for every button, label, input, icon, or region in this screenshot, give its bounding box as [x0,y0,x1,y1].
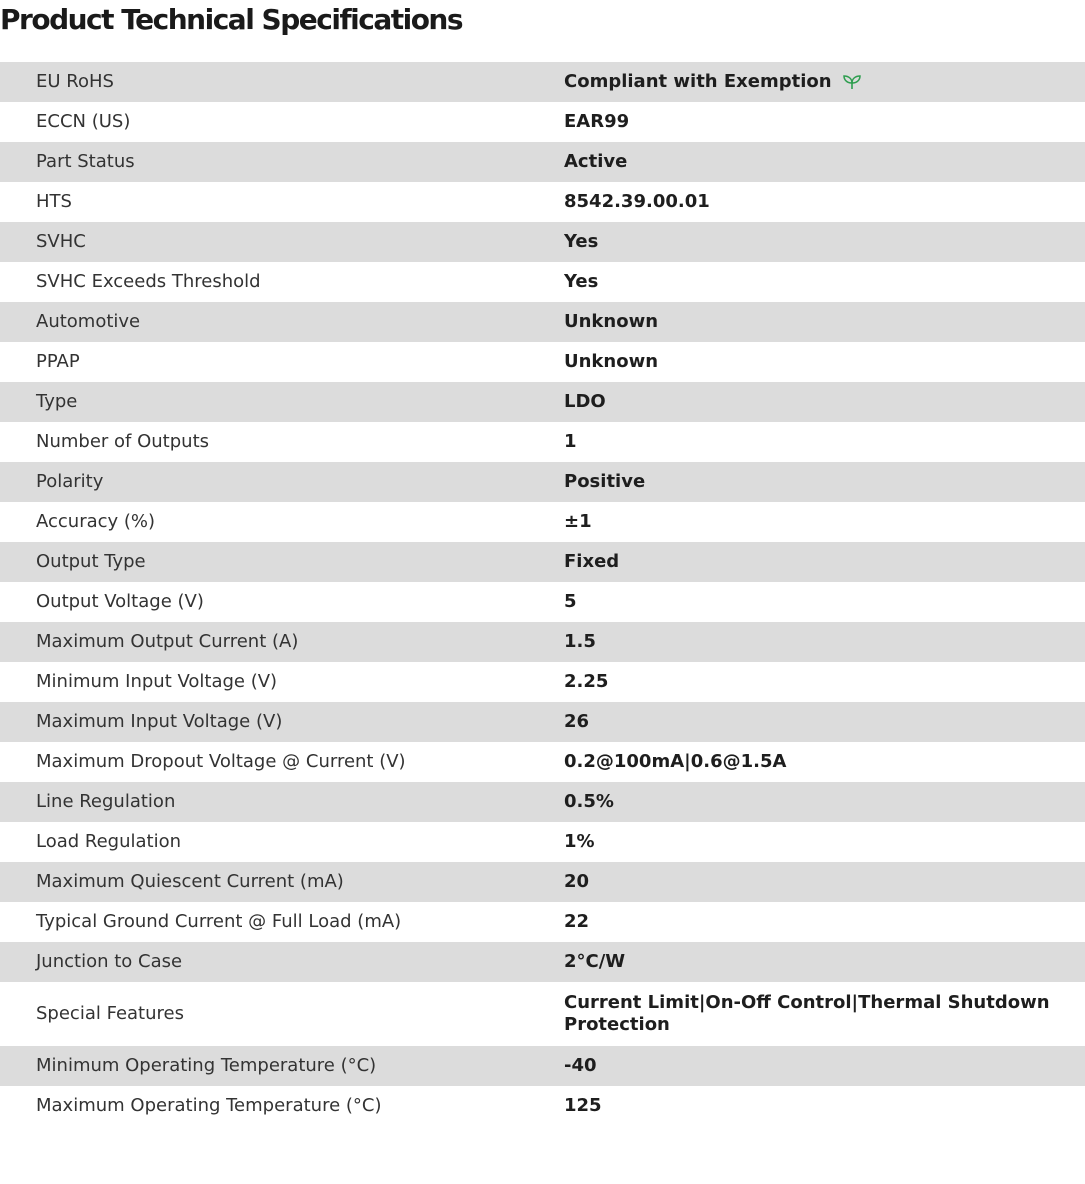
spec-value: Unknown [564,311,659,332]
spec-label: Maximum Dropout Voltage @ Current (V) [36,751,406,772]
spec-value: 125 [564,1095,602,1116]
spec-value: 22 [564,911,590,932]
spec-value: 2.25 [564,671,609,692]
spec-row-hts [0,182,1085,222]
spec-row-max-quiescent-current [0,862,1085,902]
spec-value: 1% [564,831,595,852]
spec-value: Fixed [564,551,620,572]
spec-label: Type [36,391,78,412]
spec-label: EU RoHS [36,71,114,92]
spec-label: Output Voltage (V) [36,591,204,612]
spec-row-max-operating-temp [0,1086,1085,1126]
spec-row-part-status [0,142,1085,182]
spec-label: PPAP [36,351,80,372]
spec-value: Active [564,151,628,172]
spec-row-number-of-outputs [0,422,1085,462]
spec-label: Automotive [36,311,141,332]
spec-value: Current Limit|On-Off Control|Thermal Shutdown Protection [564,992,1050,1035]
spec-value: EAR99 [564,111,630,132]
spec-row-special-features [0,982,1085,1046]
spec-label: Maximum Quiescent Current (mA) [36,871,344,892]
spec-value: 26 [564,711,590,732]
spec-row-max-input-voltage [0,702,1085,742]
spec-row-min-operating-temp [0,1046,1085,1086]
spec-row-accuracy [0,502,1085,542]
spec-value: 1 [564,431,577,452]
spec-row-max-dropout-voltage [0,742,1085,782]
spec-row-min-input-voltage [0,662,1085,702]
spec-row-ppap [0,342,1085,382]
spec-value: 1.5 [564,631,596,652]
leaf-icon [842,74,862,90]
spec-value: Yes [564,231,599,252]
spec-row-eccn [0,102,1085,142]
spec-label: HTS [36,191,72,212]
spec-value: 2°C/W [564,951,626,972]
spec-label: Load Regulation [36,831,182,852]
spec-value: 20 [564,871,590,892]
spec-label: Typical Ground Current @ Full Load (mA) [36,911,402,932]
spec-label: Minimum Operating Temperature (°C) [36,1055,377,1076]
spec-label: Output Type [36,551,146,572]
spec-row-max-output-current [0,622,1085,662]
spec-row-polarity [0,462,1085,502]
spec-label: SVHC [36,231,86,252]
spec-label: Maximum Input Voltage (V) [36,711,283,732]
spec-label: Polarity [36,471,104,492]
spec-label: Maximum Output Current (A) [36,631,299,652]
spec-value: LDO [564,391,606,412]
spec-value: 5 [564,591,577,612]
spec-row-line-regulation [0,782,1085,822]
spec-row-junction-to-case [0,942,1085,982]
spec-row-eu-rohs [0,62,1085,102]
spec-row-output-voltage [0,582,1085,622]
spec-row-svhc-threshold [0,262,1085,302]
page-title: Product Technical Specifications [0,3,463,36]
spec-row-typical-ground-current [0,902,1085,942]
spec-label: SVHC Exceeds Threshold [36,271,261,292]
spec-label: Junction to Case [36,951,183,972]
spec-value: 8542.39.00.01 [564,191,710,212]
spec-value: Unknown [564,351,659,372]
spec-value-cell [564,62,1085,102]
spec-value: Positive [564,471,646,492]
spec-row-automotive [0,302,1085,342]
spec-value: -40 [564,1055,597,1076]
spec-label: Line Regulation [36,791,176,812]
spec-table [0,62,1085,1126]
spec-label: Minimum Input Voltage (V) [36,671,278,692]
spec-label: Special Features [36,1003,184,1024]
spec-label: ECCN (US) [36,111,131,132]
spec-row-type [0,382,1085,422]
spec-label: Part Status [36,151,135,172]
spec-value: 0.2@100mA|0.6@1.5A [564,751,787,772]
spec-value: Yes [564,271,599,292]
spec-row-svhc [0,222,1085,262]
spec-row-output-type [0,542,1085,582]
spec-row-load-regulation [0,822,1085,862]
spec-label: Accuracy (%) [36,511,156,532]
spec-label: Number of Outputs [36,431,210,452]
spec-value: 0.5% [564,791,614,812]
spec-value: Compliant with Exemption [564,71,832,92]
spec-value: ±1 [564,511,592,532]
spec-label: Maximum Operating Temperature (°C) [36,1095,382,1116]
